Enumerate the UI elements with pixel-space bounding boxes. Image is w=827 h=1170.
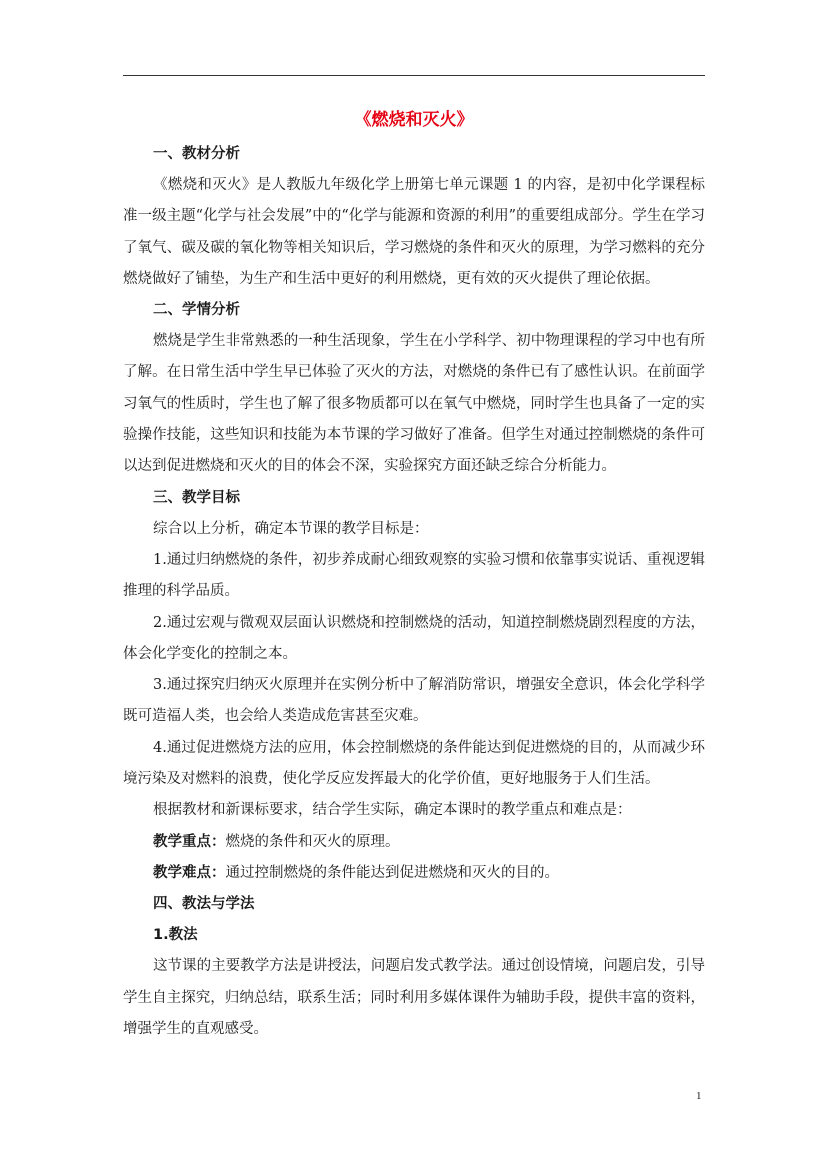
section-heading-teaching-goals: 三、教学目标 (153, 489, 240, 506)
key-point-text: 燃烧的条件和灭火的原理。 (225, 833, 400, 850)
paragraph-teaching-method: 这节课的主要教学方法是讲授法，问题启发式教学法。通过创设情境，问题启发，引导学生自主探究，归纳总结，联系生活；同时利用多媒体课件为辅助手段，提供丰富的资料，增强学生的直观感受。 (123, 958, 705, 1037)
goal-item-3: 3.通过探究归纳灭火原理并在实例分析中了解消防常识，增强安全意识，体会化学科学既可造福人类，也会给人类造成危害甚至灾难。 (123, 677, 705, 725)
goal-item-2: 2.通过宏观与微观双层面认识燃烧和控制燃烧的活动，知道控制燃烧剧烈程度的方法，体会化学变化的控制之本。 (123, 614, 705, 662)
document-title: 《燃烧和灭火》 (354, 110, 474, 130)
header-rule (123, 75, 705, 76)
difficult-point (123, 858, 705, 889)
goal-item-1: 1.通过归纳燃烧的条件，初步养成耐心细致观察的实验习惯和依靠事实说话、重视逻辑推理的科学品质。 (123, 551, 705, 600)
section-heading-methods: 四、教法与学法 (153, 896, 255, 913)
paragraph-textbook-analysis: 《燃烧和灭火》是人教版九年级化学上册第七单元课题 1 的内容，是初中化学课程标准一级主题“化学与社会发展”中的“化学与能源和资源的利用”的重要组成部分。学生在学习了氧气、碳及碳的氧化物等相关知识后，学习燃烧的条件和灭火的原理，为学习燃料的充分燃烧做好了铺垫，为生产和生活中更好的利用燃烧，更有效的灭火提供了理论依据。 (123, 177, 705, 287)
difficult-point-label: 教学难点： (153, 864, 226, 881)
key-point-label: 教学重点： (153, 833, 226, 850)
difficult-point-text: 通过控制燃烧的条件能达到促进燃烧和灭火的目的。 (225, 864, 559, 881)
section-heading-student-analysis: 二、学情分析 (153, 302, 240, 319)
goal-item-4: 4.通过促进燃烧方法的应用，体会控制燃烧的条件能达到促进燃烧的目的，从而减少环境污染及对燃料的浪费，使化学反应发挥最大的化学价值，更好地服务于人们生活。 (123, 739, 705, 788)
paragraph-key-points-basis: 根据教材和新课标要求，结合学生实际，确定本课时的教学重点和难点是： (153, 802, 632, 819)
subheading-teaching-method: 1.教法 (153, 927, 198, 944)
paragraph-goals-intro: 综合以上分析，确定本节课的教学目标是： (153, 520, 429, 537)
paragraph-student-analysis: 燃烧是学生非常熟悉的一种生活现象，学生在小学科学、初中物理课程的学习中也有所了解。在日常生活中学生早已体验了灭火的方法，对燃烧的条件已有了感性认识。在前面学习氧气的性质时，学生也了解了很多物质都可以在氧气中燃烧，同时学生也具备了一定的实验操作技能，这些知识和技能为本节课的学习做好了准备。但学生对通过控制燃烧的条件可以达到促进燃烧和灭火的目的体会不深，实验探究方面还缺乏综合分析能力。 (123, 333, 705, 475)
document-body (123, 105, 705, 1045)
key-point (123, 827, 705, 858)
page-number: 1 (696, 1090, 702, 1102)
section-heading-textbook-analysis: 一、教材分析 (153, 146, 240, 162)
